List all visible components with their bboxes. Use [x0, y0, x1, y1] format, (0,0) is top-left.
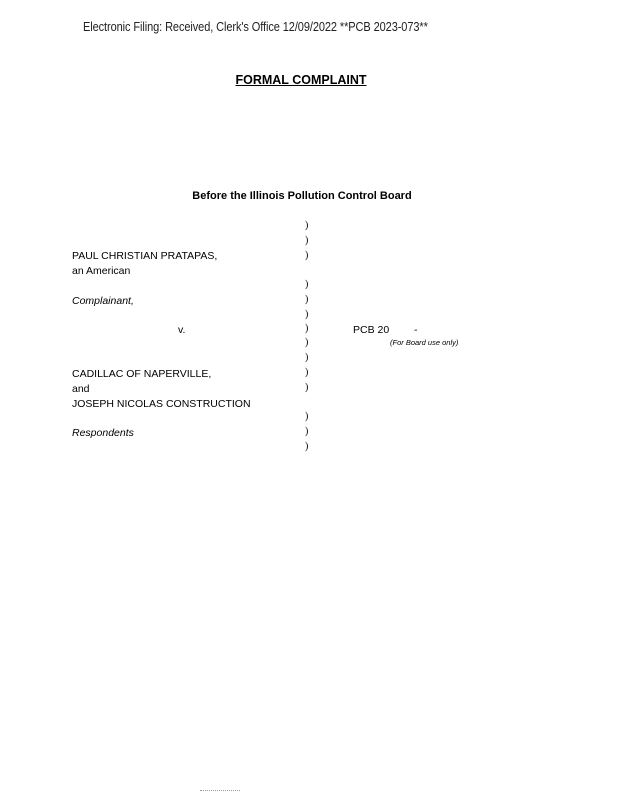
caption-paren: ) — [305, 309, 309, 320]
caption-paren: ) — [305, 235, 309, 246]
caption-paren: ) — [305, 337, 309, 348]
caption-paren: ) — [305, 323, 309, 334]
filing-stamp: Electronic Filing: Received, Clerk's Office 12/09/2022 **PCB 2023-073** — [83, 20, 428, 34]
board-heading: Before the Illinois Pollution Control Board — [192, 190, 412, 202]
case-number: PCB 20 — [353, 324, 390, 336]
complainant-label: Complainant, — [72, 295, 134, 307]
respondent-1-name: CADILLAC OF NAPERVILLE, — [72, 368, 212, 380]
caption-paren: ) — [305, 279, 309, 290]
complainant-name: PAUL CHRISTIAN PRATAPAS, — [72, 250, 218, 262]
caption-paren: ) — [305, 352, 309, 363]
caption-paren: ) — [305, 220, 309, 231]
caption-paren: ) — [305, 250, 309, 261]
caption-paren: ) — [305, 411, 309, 422]
respondents-label: Respondents — [72, 427, 134, 439]
caption-paren: ) — [305, 382, 309, 393]
caption-paren: ) — [305, 426, 309, 437]
conjunction-and: and — [72, 383, 90, 395]
versus-label: v. — [178, 324, 186, 336]
caption-paren: ) — [305, 367, 309, 378]
document-title: FORMAL COMPLAINT — [235, 73, 367, 87]
footer-mark — [200, 790, 240, 795]
complainant-description: an American — [72, 265, 131, 277]
caption-paren: ) — [305, 294, 309, 305]
caption-paren: ) — [305, 441, 309, 452]
case-number-dash: - — [414, 324, 418, 336]
respondent-2-name: JOSEPH NICOLAS CONSTRUCTION — [72, 398, 251, 410]
board-use-note: (For Board use only) — [390, 338, 459, 347]
